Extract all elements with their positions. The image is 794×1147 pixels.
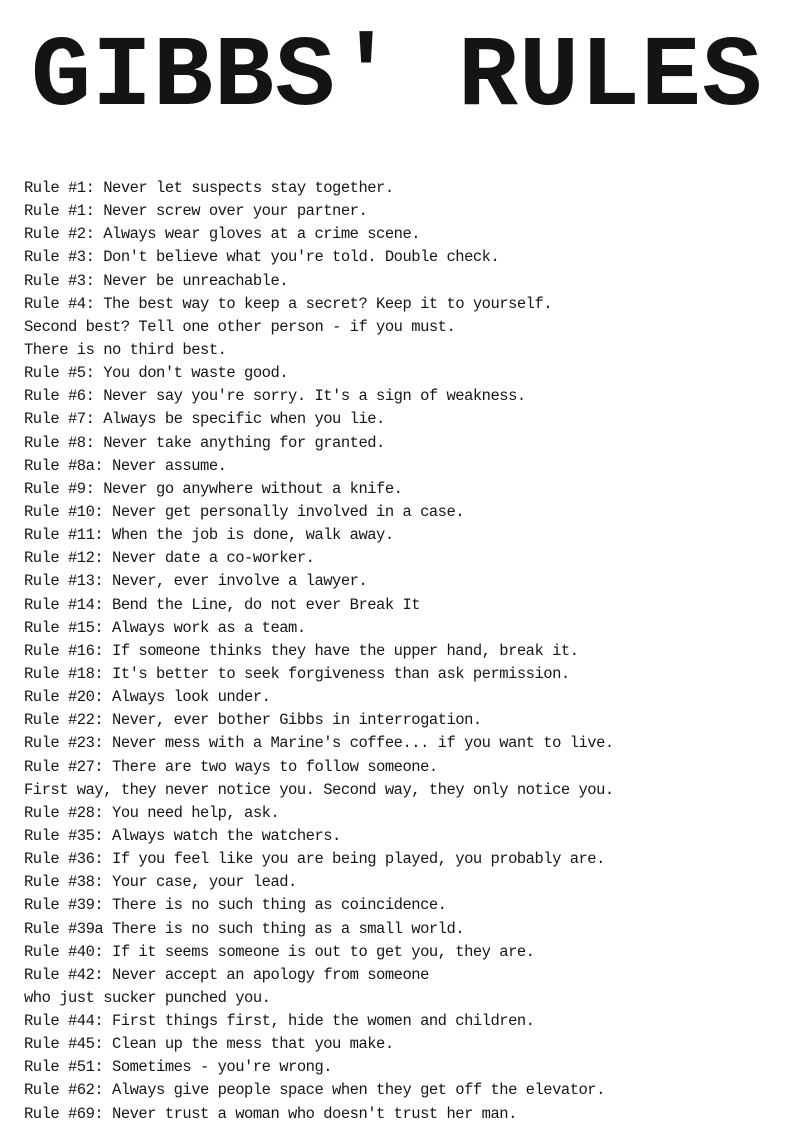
rule-line: Rule #10: Never get personally involved in a case. — [24, 502, 465, 521]
rule-line: Rule #39: There is no such thing as coincidence. — [24, 896, 447, 915]
rule-line: Rule #36: If you feel like you are being played, you probably are. — [24, 850, 605, 869]
rule-line: Rule #18: It's better to seek forgiveness than ask permission. — [24, 664, 570, 683]
rule-line: Rule #28: You need help, ask. — [24, 803, 280, 822]
rule-line: Rule #14: Bend the Line, do not ever Break It — [24, 595, 421, 614]
rules-list — [24, 177, 784, 1126]
rule-line: Rule #6: Never say you're sorry. It's a sign of weakness. — [24, 387, 526, 406]
rule-line: Rule #8a: Never assume. — [24, 456, 227, 475]
rule-line: Rule #13: Never, ever involve a lawyer. — [24, 572, 368, 591]
rule-line: who just sucker punched you. — [24, 988, 271, 1007]
rule-line: Rule #1: Never let suspects stay together. — [24, 179, 394, 197]
rule-line: There is no third best. — [24, 340, 227, 359]
rule-line: Second best? Tell one other person - if you must. — [24, 317, 456, 336]
rule-line: Rule #3: Never be unreachable. — [24, 271, 289, 290]
rule-line: Rule #15: Always work as a team. — [24, 618, 306, 637]
rule-line: Rule #42: Never accept an apology from someone — [24, 965, 429, 984]
rule-line: Rule #69: Never trust a woman who doesn't trust her man. — [24, 1104, 517, 1123]
rule-line: Rule #51: Sometimes - you're wrong. — [24, 1058, 333, 1077]
rule-line: Rule #62: Always give people space when they get off the elevator. — [24, 1081, 605, 1100]
rule-line: Rule #3: Don't believe what you're told. Double check. — [24, 248, 500, 267]
rule-line: Rule #35: Always watch the watchers. — [24, 826, 341, 845]
rule-line: Rule #45: Clean up the mess that you make. — [24, 1035, 394, 1054]
rule-line: First way, they never notice you. Second way, they only notice you. — [24, 780, 614, 799]
rule-line: Rule #44: First things first, hide the women and children. — [24, 1012, 535, 1031]
rule-line: Rule #27: There are two ways to follow someone. — [24, 757, 438, 776]
rule-line: Rule #38: Your case, your lead. — [24, 873, 297, 892]
rule-line: Rule #7: Always be specific when you lie. — [24, 410, 385, 429]
rule-line: Rule #8: Never take anything for granted. — [24, 433, 385, 452]
rule-line: Rule #5: You don't waste good. — [24, 364, 289, 383]
rule-line: Rule #20: Always look under. — [24, 688, 271, 707]
rule-line: Rule #23: Never mess with a Marine's coffee... if you want to live. — [24, 734, 614, 753]
rule-line: Rule #40: If it seems someone is out to get you, they are. — [24, 942, 535, 961]
rule-line: Rule #1: Never screw over your partner. — [24, 202, 368, 221]
rule-line: Rule #2: Always wear gloves at a crime scene. — [24, 225, 421, 244]
rule-line: Rule #12: Never date a co-worker. — [24, 549, 315, 568]
page-title: GIBBS' RULES — [30, 22, 764, 135]
rule-line: Rule #11: When the job is done, walk away. — [24, 526, 394, 545]
rule-line: Rule #16: If someone thinks they have the upper hand, break it. — [24, 641, 579, 660]
rule-line: Rule #39a There is no such thing as a small world. — [24, 919, 465, 938]
rule-line: Rule #22: Never, ever bother Gibbs in interrogation. — [24, 711, 482, 730]
rule-line: Rule #4: The best way to keep a secret? Keep it to yourself. — [24, 294, 553, 313]
rule-line: Rule #9: Never go anywhere without a knife. — [24, 479, 403, 498]
